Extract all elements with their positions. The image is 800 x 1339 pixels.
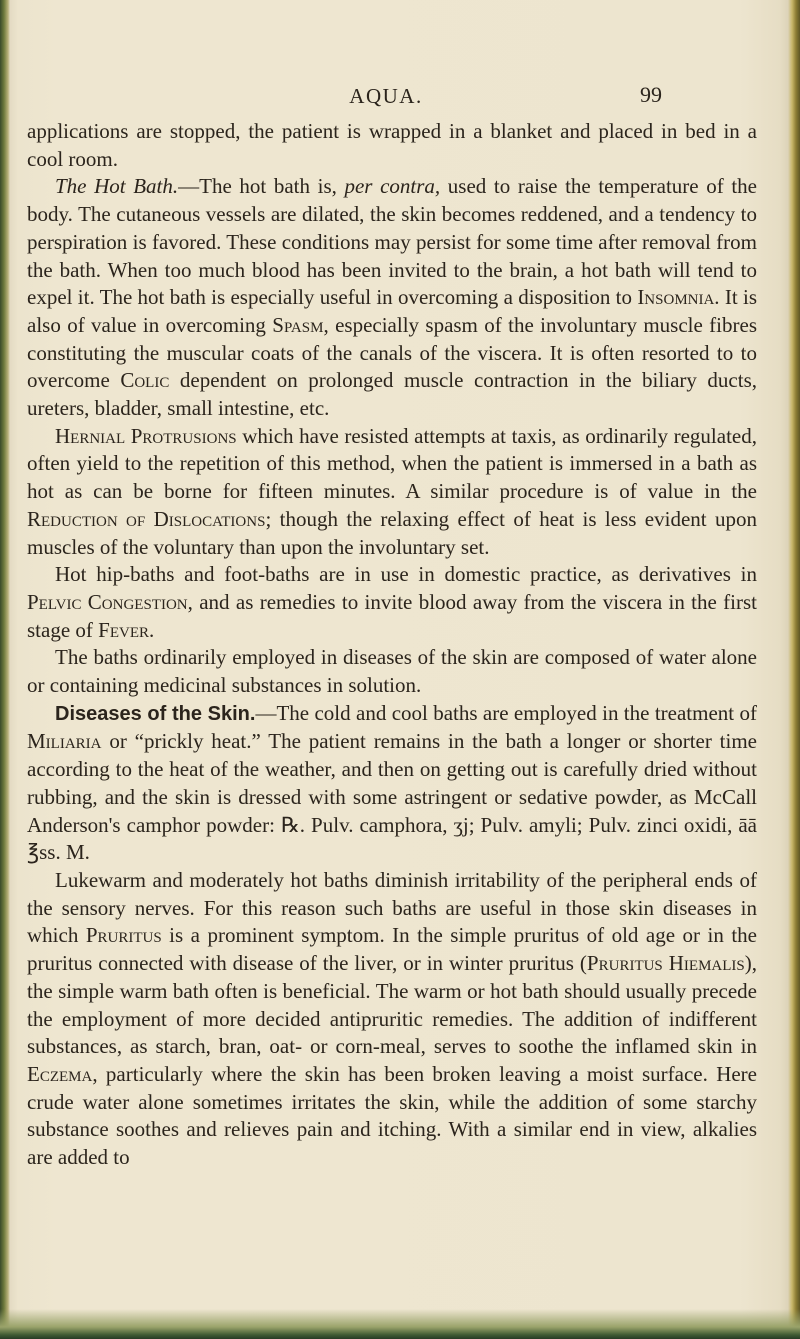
paragraph-diseases-skin [27, 700, 757, 867]
term: Pruritus [85, 923, 162, 948]
section-title: The Hot Bath. [55, 174, 179, 199]
paragraph-text: used to raise the temperature of the body. The cutaneous vessels are dilated, the skin becomes reddened, and a tendency to perspiration is favored. These conditions may persist for some time after removal from the bath. When too much blood has been invited to the brain, a hot bath will tend to expel it. The hot bath is especially useful in overcoming a disposition to [27, 174, 757, 310]
paragraph-text: or “prickly heat.” The patient remains in the bath a longer or shorter time according to the heat of the weather, and then on getting out is carefully dried without rubbing, and the skin is dressed with some astringent or sedative powder, as McCall Anderson's camphor powder: ℞. Pulv. camphora, ʒj; Pulv. amyli; Pulv. zinci oxidi, āā ℥ss. M. [27, 729, 757, 865]
paragraph-skin-baths [27, 644, 757, 699]
page-right-edge [788, 0, 800, 1339]
term: Fever. [98, 617, 155, 642]
term: Hernial Protrusions [55, 423, 237, 448]
term: Miliaria [27, 729, 102, 754]
page-number: 99 [640, 82, 662, 107]
paragraph [27, 118, 757, 173]
paragraph-text: especially spasm of the involuntary muscle fibres constituting the muscular coats of the canals of the viscera. It is often resorted to to overcome [27, 312, 757, 393]
term: Colic [120, 368, 170, 393]
paragraph-text: ; though the relaxing effect of heat is less evident upon muscles of the voluntary than upon the involuntary set. [27, 506, 757, 559]
paragraph-text: dependent on prolonged muscle contraction in the biliary ducts, ureters, bladder, small intestine, etc. [27, 368, 757, 421]
term: Spasm, [272, 312, 329, 337]
latin-phrase: per contra, [344, 174, 441, 199]
term: Pelvic Congestion, [27, 589, 193, 614]
body-text [27, 118, 757, 1172]
paragraph-hot-bath [27, 173, 757, 422]
paragraph-text: —The hot bath is, [178, 174, 345, 199]
page-header [110, 78, 662, 108]
paragraph-text: —The cold and cool baths are employed in the treatment of [255, 700, 757, 725]
section-heading: Diseases of the Skin. [55, 702, 256, 725]
page-bottom-edge [0, 1309, 800, 1339]
term: Eczema, [27, 1061, 98, 1086]
paragraph-text: The baths ordinarily employed in diseases of the skin are composed of water alone or containing medicinal substances in solution. [27, 645, 757, 698]
page-left-edge [0, 0, 10, 1339]
term: Insomnia. [637, 285, 720, 310]
paragraph-text: Lukewarm and moderately hot baths diminish irritability of the peripheral ends of the sensory nerves. For this reason such baths are useful in those skin diseases in which [27, 867, 757, 948]
term: Pruritus Hiemalis [586, 951, 745, 976]
paragraph-text: It is also of value in overcoming [27, 285, 757, 337]
paragraph-text: ), the simple warm bath often is beneficial. The warm or hot bath should usually precede the employment of more decided antipruritic remedies. The addition of indifferent substances, as starch, bran, oat- or corn-meal, serves to soothe the inflamed skin in [27, 951, 757, 1059]
paragraph-text: Hot hip-baths and foot-baths are in use in domestic practice, as derivatives in [55, 562, 757, 587]
paragraph-text: which have resisted attempts at taxis, as ordinarily regulated, often yield to the repetition of this method, when the patient is immersed in a bath as hot as can be borne for fifteen minutes. A similar procedure is of value in the [27, 423, 757, 504]
paragraph-text: applications are stopped, the patient is wrapped in a blanket and placed in bed in a cool room. [27, 119, 757, 171]
paragraph-text: particularly where the skin has been broken leaving a moist surface. Here crude water alone sometimes irritates the skin, while the addition of some starchy substance soothes and relieves pain and itching. With a similar end in view, alkalies are added to [27, 1061, 757, 1170]
paragraph-text: is a prominent symptom. In the simple pruritus of old age or in the pruritus connected with disease of the liver, or in winter pruritus ( [27, 923, 757, 976]
term: Reduction of Dislocations [27, 506, 266, 531]
paragraph-text: and as remedies to invite blood away from the viscera in the first stage of [27, 589, 757, 642]
running-head: AQUA. [349, 84, 423, 108]
paragraph-lukewarm [27, 867, 757, 1172]
paragraph-hip-baths [27, 561, 757, 644]
paragraph-hernial [27, 423, 757, 562]
